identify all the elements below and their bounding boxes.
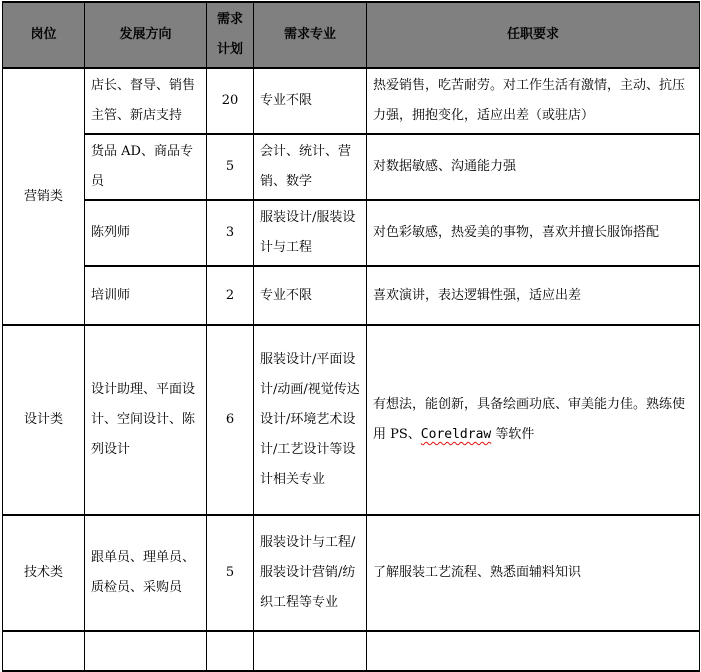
count-cell: 20 [207,68,254,134]
header-cell-headcount: 需求计划 [207,2,254,68]
header-row [3,2,700,68]
count-cell: 5 [207,134,254,200]
recruitment-table [2,1,700,672]
major-cell: 服装设计/服装设计与工程 [254,200,367,266]
count-cell: 2 [207,266,254,325]
major-cell: 专业不限 [254,68,367,134]
count-cell: 6 [207,325,254,515]
direction-cell: 设计助理、平面设计、空间设计、陈列设计 [85,325,207,515]
direction-cell: 陈列师 [85,200,207,266]
table-row-partial [3,631,700,671]
direction-cell: 跟单员、理单员、质检员、采购员 [85,515,207,631]
table-row [3,325,700,515]
header-cell-major: 需求专业 [254,2,367,68]
requirements-cell [367,325,700,515]
empty-cell [254,631,367,671]
table-row [3,68,700,134]
table-row [3,266,700,325]
empty-cell [367,631,700,671]
category-cell-technical: 技术类 [3,515,85,631]
requirements-cell: 热爱销售，吃苦耐劳。对工作生活有激情，主动、抗压力强，拥抱变化，适应出差（或驻店） [367,68,700,134]
empty-cell [3,631,85,671]
requirements-cell: 对数据敏感、沟通能力强 [367,134,700,200]
table-row [3,515,700,631]
requirements-text: 等软件 [491,427,535,442]
count-cell: 3 [207,200,254,266]
misspelled-word: Coreldraw [420,427,492,442]
header-cell-position: 岗位 [3,2,85,68]
empty-cell [85,631,207,671]
count-cell: 5 [207,515,254,631]
table-row [3,134,700,200]
requirements-cell: 了解服装工艺流程、熟悉面辅料知识 [367,515,700,631]
major-cell: 专业不限 [254,266,367,325]
category-cell-marketing: 营销类 [3,68,85,325]
major-cell: 服装设计/平面设计/动画/视觉传达设计/环境艺术设计/工艺设计等设计相关专业 [254,325,367,515]
direction-cell: 培训师 [85,266,207,325]
requirements-cell: 喜欢演讲，表达逻辑性强，适应出差 [367,266,700,325]
direction-cell: 货品 AD、商品专员 [85,134,207,200]
requirements-cell: 对色彩敏感，热爱美的事物，喜欢并擅长服饰搭配 [367,200,700,266]
category-cell-design: 设计类 [3,325,85,515]
requirements-text: 有想法，能创新，具备绘画功底、审美能力佳。熟练使用 PS、 [373,397,686,442]
major-cell: 会计、统计、营销、数学 [254,134,367,200]
direction-cell: 店长、督导、销售主管、新店支持 [85,68,207,134]
empty-cell [207,631,254,671]
header-cell-direction: 发展方向 [85,2,207,68]
major-cell: 服装设计与工程/服装设计营销/纺织工程等专业 [254,515,367,631]
header-cell-requirements: 任职要求 [367,2,700,68]
table-row [3,200,700,266]
